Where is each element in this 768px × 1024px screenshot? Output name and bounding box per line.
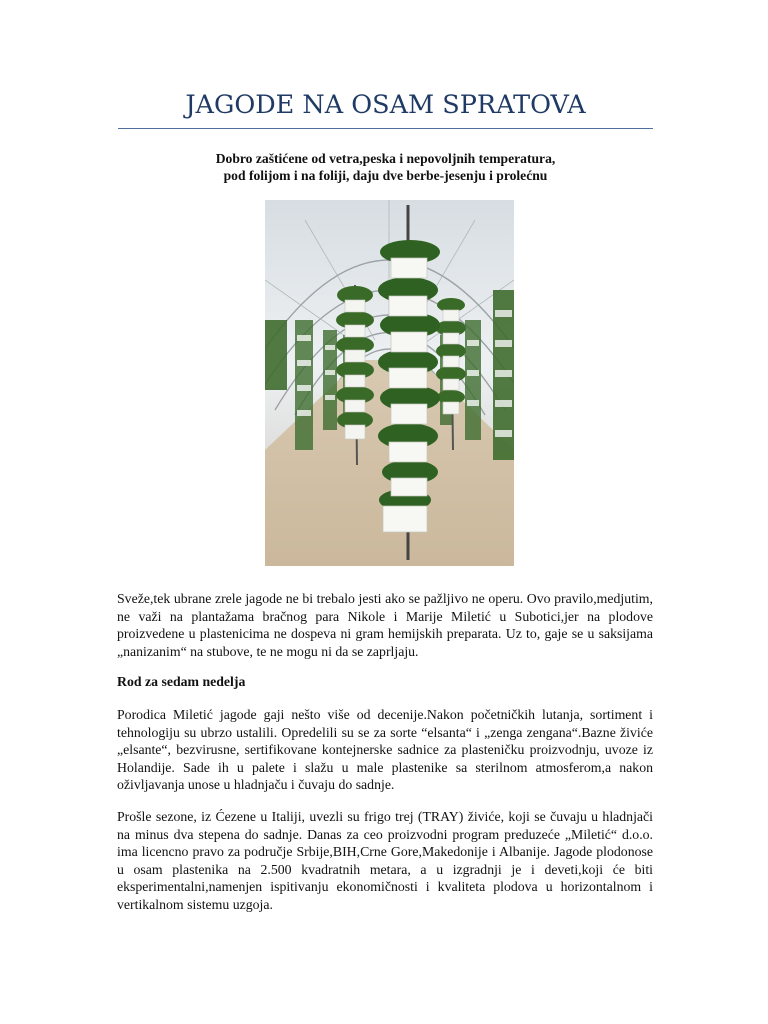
paragraph-3: Prošle sezone, iz Ćezene u Italiji, uvezli su frigo trej (TRAY) živiće, koji se čuvaju u hladnjači na minus dva stepena do sadnje. Danas za ceo proizvodni program preduzeće „Miletić“ d.o.o. ima licencno pravo za područje Srbije,BIH,Crne Gore,Makedonije i Albanije. Jagode plodonose u osam plastenika na 2.500 kvadratnih metara, a u izgradnji je i deveti,koji će biti eksperimentalni,namenjen ispitivanju ekonomičnosti i kvaliteta plodova u horizontalnom i vertikalnom sistemu uzgoja. [117, 809, 653, 912]
paragraph-1: Sveže,tek ubrane zrele jagode ne bi trebalo jesti ako se pažljivo ne operu. Ovo pravilo,medjutim, ne važi na plantažama bračnog para Nikole i Marije Miletić u Subotici,jer na plodove proizvedene u plastenicima ne dospeva ni gram hemijskih preparata. Uz to, gaje se u saksijama „nanizanim“ na stubove, te ne mogu ni da se zaprljaju. [117, 591, 653, 659]
subtitle-line-1: Dobro zaštićene od vetra,peska i nepovoljnih temperatura, [215, 151, 556, 166]
subtitle-line-2: pod folijom i na foliji, daju dve berbe-jesenju i prolećnu [223, 168, 548, 183]
greenhouse-strawberry-towers-photo [265, 200, 514, 566]
article-title: JAGODE NA OSAM SPRATOVA [185, 90, 586, 120]
article-subtitle [118, 150, 653, 184]
title-underline [118, 128, 653, 129]
paragraph-2: Porodica Miletić jagode gaji nešto više od decenije.Nakon početničkih lutanja, sortiment i tehnologiju su ubrzo ustalili. Opredelili su se za sorte “elsanta“ i „zenga zengana“.Bazne živiće „elsante“, bezvirusne, sertifikovane kontejnerske sadnice za plasteničku proizvodnju, uvoze iz Holandije. Sade ih u palete i slažu u male plastenike sa sterilnom atmosferom,a nakon oživljavanja unose u hladnjaču i čuvaju do sadnje. [117, 707, 653, 793]
section-heading: Rod za sedam nedelja [117, 674, 246, 689]
